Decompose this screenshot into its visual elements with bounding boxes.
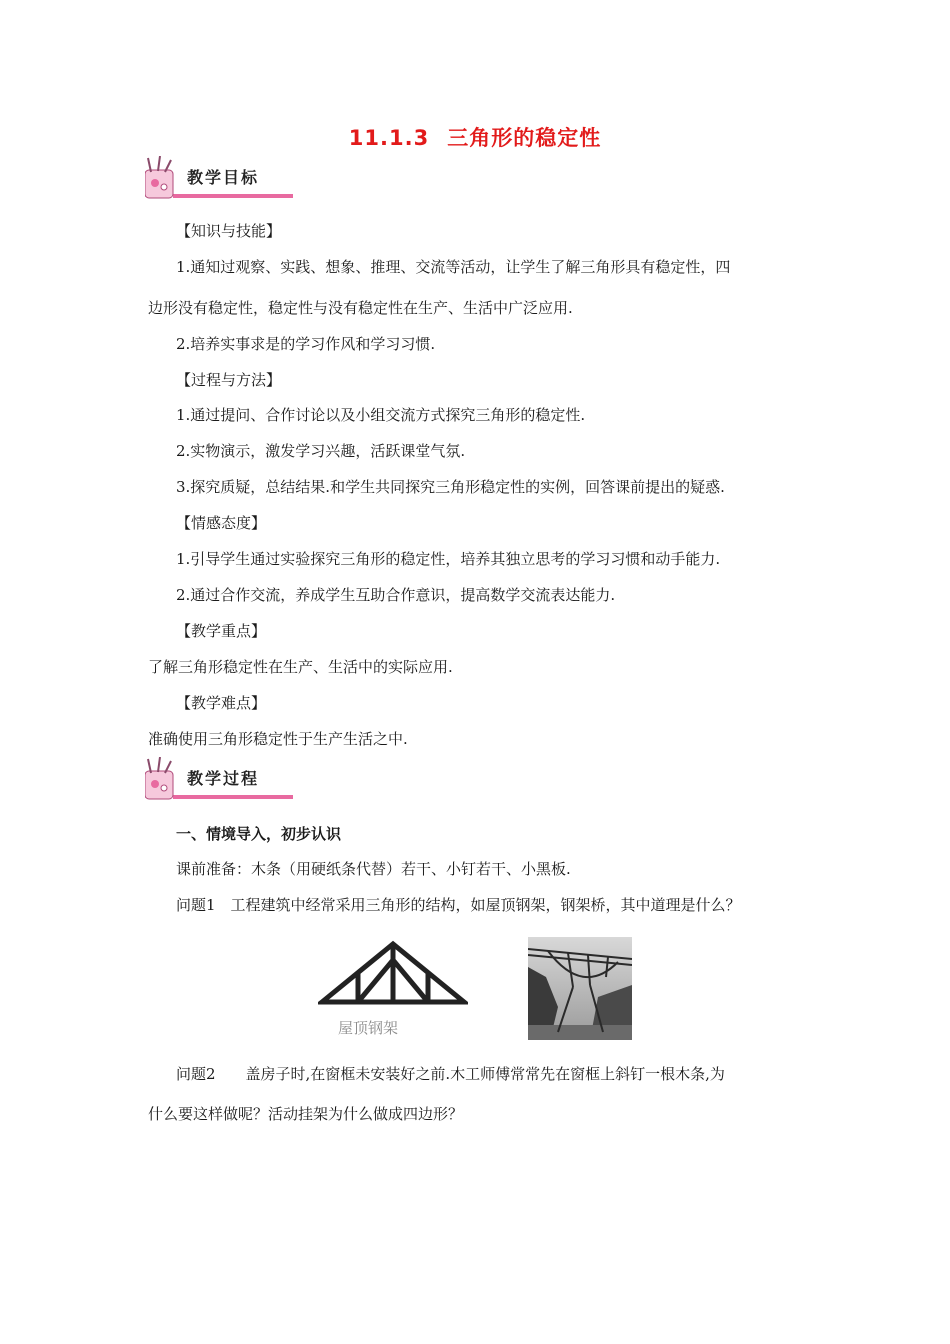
knowledge-item-1-line-1: 1.通知过观察、实践、想象、推理、交流等活动，让学生了解三角形具有稳定性，四: [176, 258, 731, 276]
section-banner-process: [145, 757, 295, 803]
page-title: [0, 122, 950, 152]
difficult-point-heading: 【教学难点】: [176, 694, 267, 712]
method-heading: 【过程与方法】: [176, 371, 282, 389]
preparation-text: 课前准备：木条（用硬纸条代替）若干、小钉若干、小黑板.: [176, 860, 571, 878]
knowledge-item-2: 2.培养实事求是的学习作风和学习习惯.: [176, 335, 436, 353]
roof-truss-figure: [318, 938, 468, 1008]
attitude-item-2: 2.通过合作交流，养成学生互助合作意识，提高数学交流表达能力.: [176, 586, 616, 604]
section-banner-goals: [145, 156, 295, 202]
knowledge-item-1-line-2: 边形没有稳定性，稳定性与没有稳定性在生产、生活中广泛应用.: [148, 299, 573, 317]
step-1-heading: 一、情境导入，初步认识: [176, 825, 342, 843]
method-item-2: 2.实物演示，激发学习兴趣，活跃课堂气氛.: [176, 442, 466, 460]
figure-caption: 屋顶钢架: [338, 1019, 399, 1037]
question-2-line-2: 什么要这样做呢？活动挂架为什么做成四边形？: [148, 1105, 464, 1123]
key-point-text: 了解三角形稳定性在生产、生活中的实际应用.: [148, 658, 453, 676]
attitude-item-1: 1.引导学生通过实验探究三角形的稳定性，培养其独立思考的学习习惯和动手能力.: [176, 550, 721, 568]
attitude-heading: 【情感态度】: [176, 514, 267, 532]
method-item-1: 1.通过提问、合作讨论以及小组交流方式探究三角形的稳定性.: [176, 406, 586, 424]
difficult-point-text: 准确使用三角形稳定性于生产生活之中.: [148, 730, 408, 748]
steel-bridge-photo: [528, 937, 632, 1040]
title-text: 三角形的稳定性: [447, 126, 602, 150]
banner-process-label: 教学过程: [187, 769, 260, 788]
knowledge-heading: 【知识与技能】: [176, 222, 282, 240]
key-point-heading: 【教学重点】: [176, 622, 267, 640]
title-number: 11.1.3: [348, 126, 430, 150]
method-item-3: 3.探究质疑，总结结果.和学生共同探究三角形稳定性的实例，回答课前提出的疑惑.: [176, 478, 725, 496]
question-1: 问题1 工程建筑中经常采用三角形的结构，如屋顶钢架，钢架桥，其中道理是什么？: [176, 896, 741, 914]
question-2-line-1: 问题2 盖房子时,在窗框未安装好之前.木工师傅常常先在窗框上斜钉一根木条,为: [176, 1065, 725, 1083]
banner-goals-label: 教学目标: [187, 168, 260, 187]
